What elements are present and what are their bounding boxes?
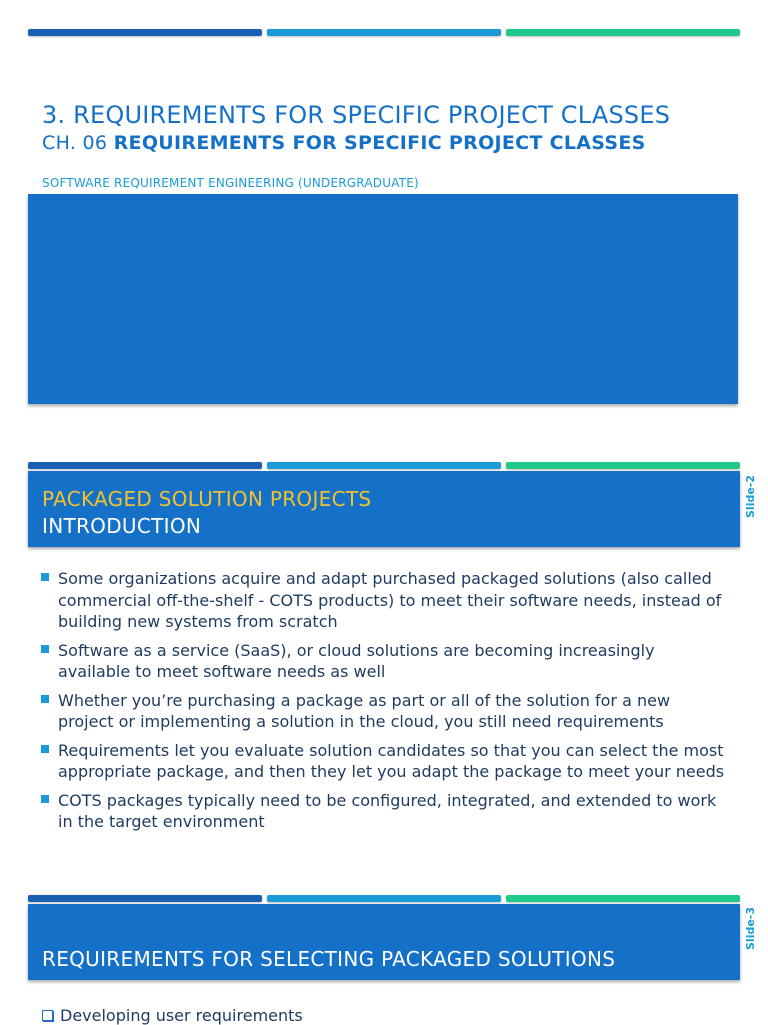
bullet-item xyxy=(40,640,730,683)
slide3-stripe-middle xyxy=(267,895,501,902)
slide3-list-item xyxy=(42,1006,303,1025)
bullet-square-icon xyxy=(41,695,49,703)
slide2-number: Slide-2 xyxy=(744,474,757,518)
slide2-stripe-middle xyxy=(267,462,501,469)
chapter-label: CH. 06 xyxy=(42,132,114,154)
bullet-item xyxy=(40,690,730,733)
bullet-square-icon xyxy=(41,745,49,753)
bullet-text: Whether you’re purchasing a package as part or all of the solution for a new project or implementing a solution in the cloud, you still need requirements xyxy=(58,690,671,731)
slide2-subheading: INTRODUCTION xyxy=(42,514,202,538)
slide1-subtitle: SOFTWARE REQUIREMENT ENGINEERING (UNDERGRADUATE) xyxy=(42,176,419,190)
slide3-number: Slide-3 xyxy=(744,906,757,950)
bullet-item xyxy=(40,790,730,833)
slide3-stripe-left xyxy=(28,895,262,902)
bullet-item xyxy=(40,568,730,633)
bullet-text: COTS packages typically need to be configured, integrated, and extended to work in the target environment xyxy=(58,790,717,831)
slide2-stripe-left xyxy=(28,462,262,469)
checkbox-bullet-icon xyxy=(42,1010,53,1021)
bullet-text: Requirements let you evaluate solution candidates so that you can select the most appropriate package, and then they let you adapt the package to meet your needs xyxy=(58,740,725,781)
slide1-stripe-middle xyxy=(267,29,501,36)
bullet-square-icon xyxy=(41,573,49,581)
slide1-blue-panel xyxy=(28,194,738,404)
slide3-stripe-right xyxy=(506,895,740,902)
bullet-square-icon xyxy=(41,795,49,803)
slide1-stripe-right xyxy=(506,29,740,36)
slide2-bullet-list xyxy=(40,568,730,864)
slide3-item-text: Developing user requirements xyxy=(60,1006,303,1025)
slide2-stripe-right xyxy=(506,462,740,469)
slide1-stripe-left xyxy=(28,29,262,36)
slide1-title-line1: 3. REQUIREMENTS FOR SPECIFIC PROJECT CLASSES xyxy=(42,101,671,129)
slide3-heading: REQUIREMENTS FOR SELECTING PACKAGED SOLUTIONS xyxy=(42,947,616,971)
bullet-square-icon xyxy=(41,645,49,653)
chapter-title: REQUIREMENTS FOR SPECIFIC PROJECT CLASSES xyxy=(113,132,646,154)
slide1-title-line2 xyxy=(42,132,646,154)
bullet-text: Some organizations acquire and adapt purchased packaged solutions (also called commercial off-the-shelf - COTS products) to meet their software needs, instead of building new systems from scratch xyxy=(58,569,722,631)
slide2-heading: PACKAGED SOLUTION PROJECTS xyxy=(42,487,372,511)
bullet-item xyxy=(40,740,730,783)
bullet-text: Software as a service (SaaS), or cloud solutions are becoming increasingly available to meet software needs as well xyxy=(58,640,655,681)
